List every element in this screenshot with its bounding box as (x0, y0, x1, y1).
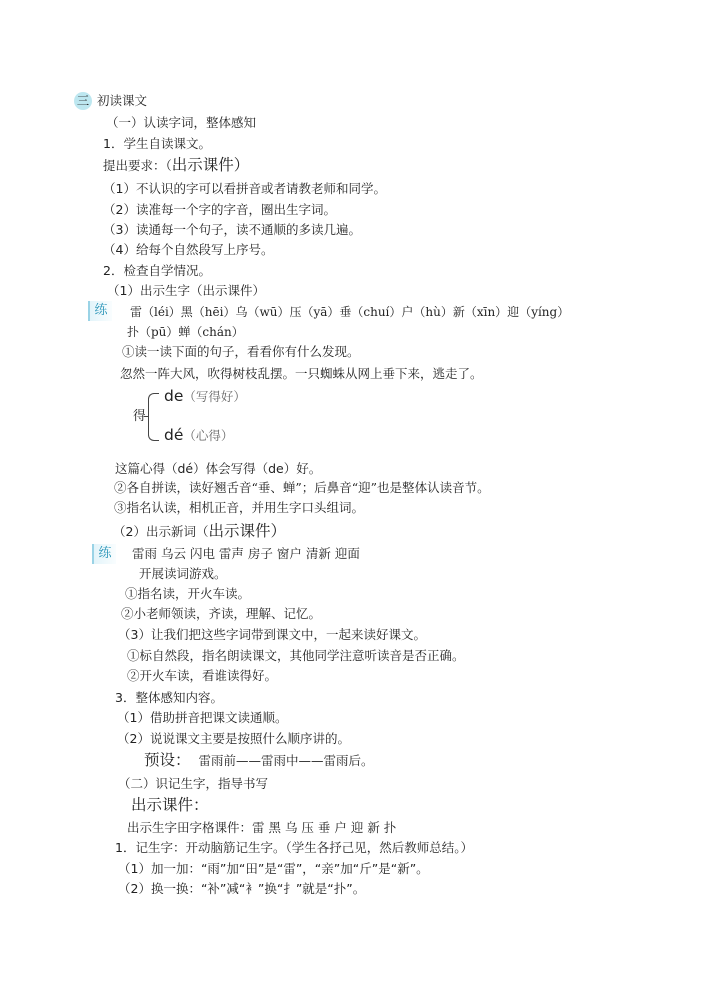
section-title: 初读课文 (97, 93, 148, 108)
read-text-heading: （3）让我们把这些字词带到课文中，一起来读好课文。 (118, 627, 426, 642)
read-step-1: ①标自然段，指名朗读课文，其他同学注意听读音是否正确。 (127, 648, 465, 663)
new-characters-pinyin-line-2: 扑（pū）蝉（chán） (127, 325, 244, 339)
requirement-2: （2）读准每一个字的字音，圈出生字词。 (103, 202, 336, 217)
memorize-heading: 1．记生字：开动脑筋记生字。（学生各抒己见，然后教师总结。） (115, 840, 473, 855)
game-step-2: ②小老师领读，齐读，理解、记忆。 (121, 606, 322, 621)
method-swap: （2）换一换：“补”减“衤”换“扌”就是“扑”。 (118, 881, 366, 896)
section-number-badge: 三 (74, 92, 92, 110)
subsection-heading-2: （二）识记生字，指导书写 (118, 776, 269, 791)
show-courseware-note: 出示课件） (171, 156, 250, 174)
pinyin-de2-example: （心得） (183, 428, 234, 443)
pinyin-de-example: （写得好） (183, 389, 246, 404)
instruction-correct: ③指名认读，相机正音，并用生字口头组词。 (114, 500, 365, 515)
requirements-line (103, 157, 249, 174)
example-sentence: 忽然一阵大风，吹得树枝乱摆。一只蜘蛛从网上垂下来，逃走了。 (120, 366, 483, 381)
requirements-label: 提出要求：（ (103, 158, 172, 173)
show-characters-heading: （1）出示生字（出示课件） (107, 283, 265, 298)
new-words-list: 雷雨 乌云 闪电 雷声 房子 窗户 清新 迎面 (132, 546, 360, 561)
show-words-courseware-note: 出示课件） (208, 522, 286, 540)
step-3: 3．整体感知内容。 (115, 690, 223, 705)
preset-answer-line (144, 752, 373, 769)
perceive-step-2: （2）说说课文主要是按照什么顺序讲的。 (117, 731, 350, 746)
pinyin-de: de (164, 387, 184, 405)
method-add: （1）加一加：“雨”加“田”是“雷”，“亲”加“斤”是“新”。 (118, 861, 429, 876)
requirement-1: （1）不认识的字可以看拼音或者请教老师和同学。 (103, 181, 386, 196)
step-2: 2．检查自学情况。 (103, 263, 211, 278)
show-courseware-label: 出示课件： (131, 796, 209, 814)
read-step-2: ②开火车读，看谁读得好。 (127, 668, 278, 683)
instruction-read-sentence: ①读一读下面的句子，看看你有什么发现。 (122, 344, 360, 359)
grid-courseware-line: 出示生字田字格课件：雷 黑 乌 压 垂 户 迎 新 扑 (127, 820, 397, 835)
new-characters-pinyin-line-1: 雷（léi）黑（hēi）乌（wū）压（yā）垂（chuí）户（hù）新（xīn）迎（yíng） (130, 305, 570, 319)
polyphone-reading-de2 (164, 427, 233, 444)
polyphone-example-sentence: 这篇心得（dé）体会写得（de）好。 (115, 461, 322, 476)
preset-answer: 雷雨前——雷雨中——雷雨后。 (198, 753, 374, 768)
brace-icon (148, 393, 159, 441)
requirement-3: （3）读通每一个句子，读不通顺的多读几遍。 (103, 222, 361, 237)
subsection-heading-1: （一）认读字词，整体感知 (106, 115, 257, 130)
polyphone-reading-de (164, 388, 246, 405)
instruction-spell: ②各自拼读，读好翘舌音“垂、蝉”；后鼻音“迎”也是整体认读音节。 (114, 480, 490, 495)
practice-marker-2: 练 (92, 544, 116, 564)
practice-marker-1: 练 (88, 301, 112, 321)
pinyin-de2: dé (164, 426, 184, 444)
show-words-heading (113, 523, 286, 540)
perceive-step-1: （1）借助拼音把课文读通顺。 (117, 710, 288, 725)
preset-label: 预设： (144, 751, 191, 769)
show-words-label: （2）出示新词（ (113, 524, 209, 539)
word-game-line: 开展读词游戏。 (139, 566, 227, 581)
polyphone-character: 得 (133, 409, 147, 424)
requirement-4: （4）给每个自然段写上序号。 (103, 242, 274, 257)
step-1: 1．学生自读课文。 (103, 136, 211, 151)
game-step-1: ①指名读，开火车读。 (125, 586, 251, 601)
